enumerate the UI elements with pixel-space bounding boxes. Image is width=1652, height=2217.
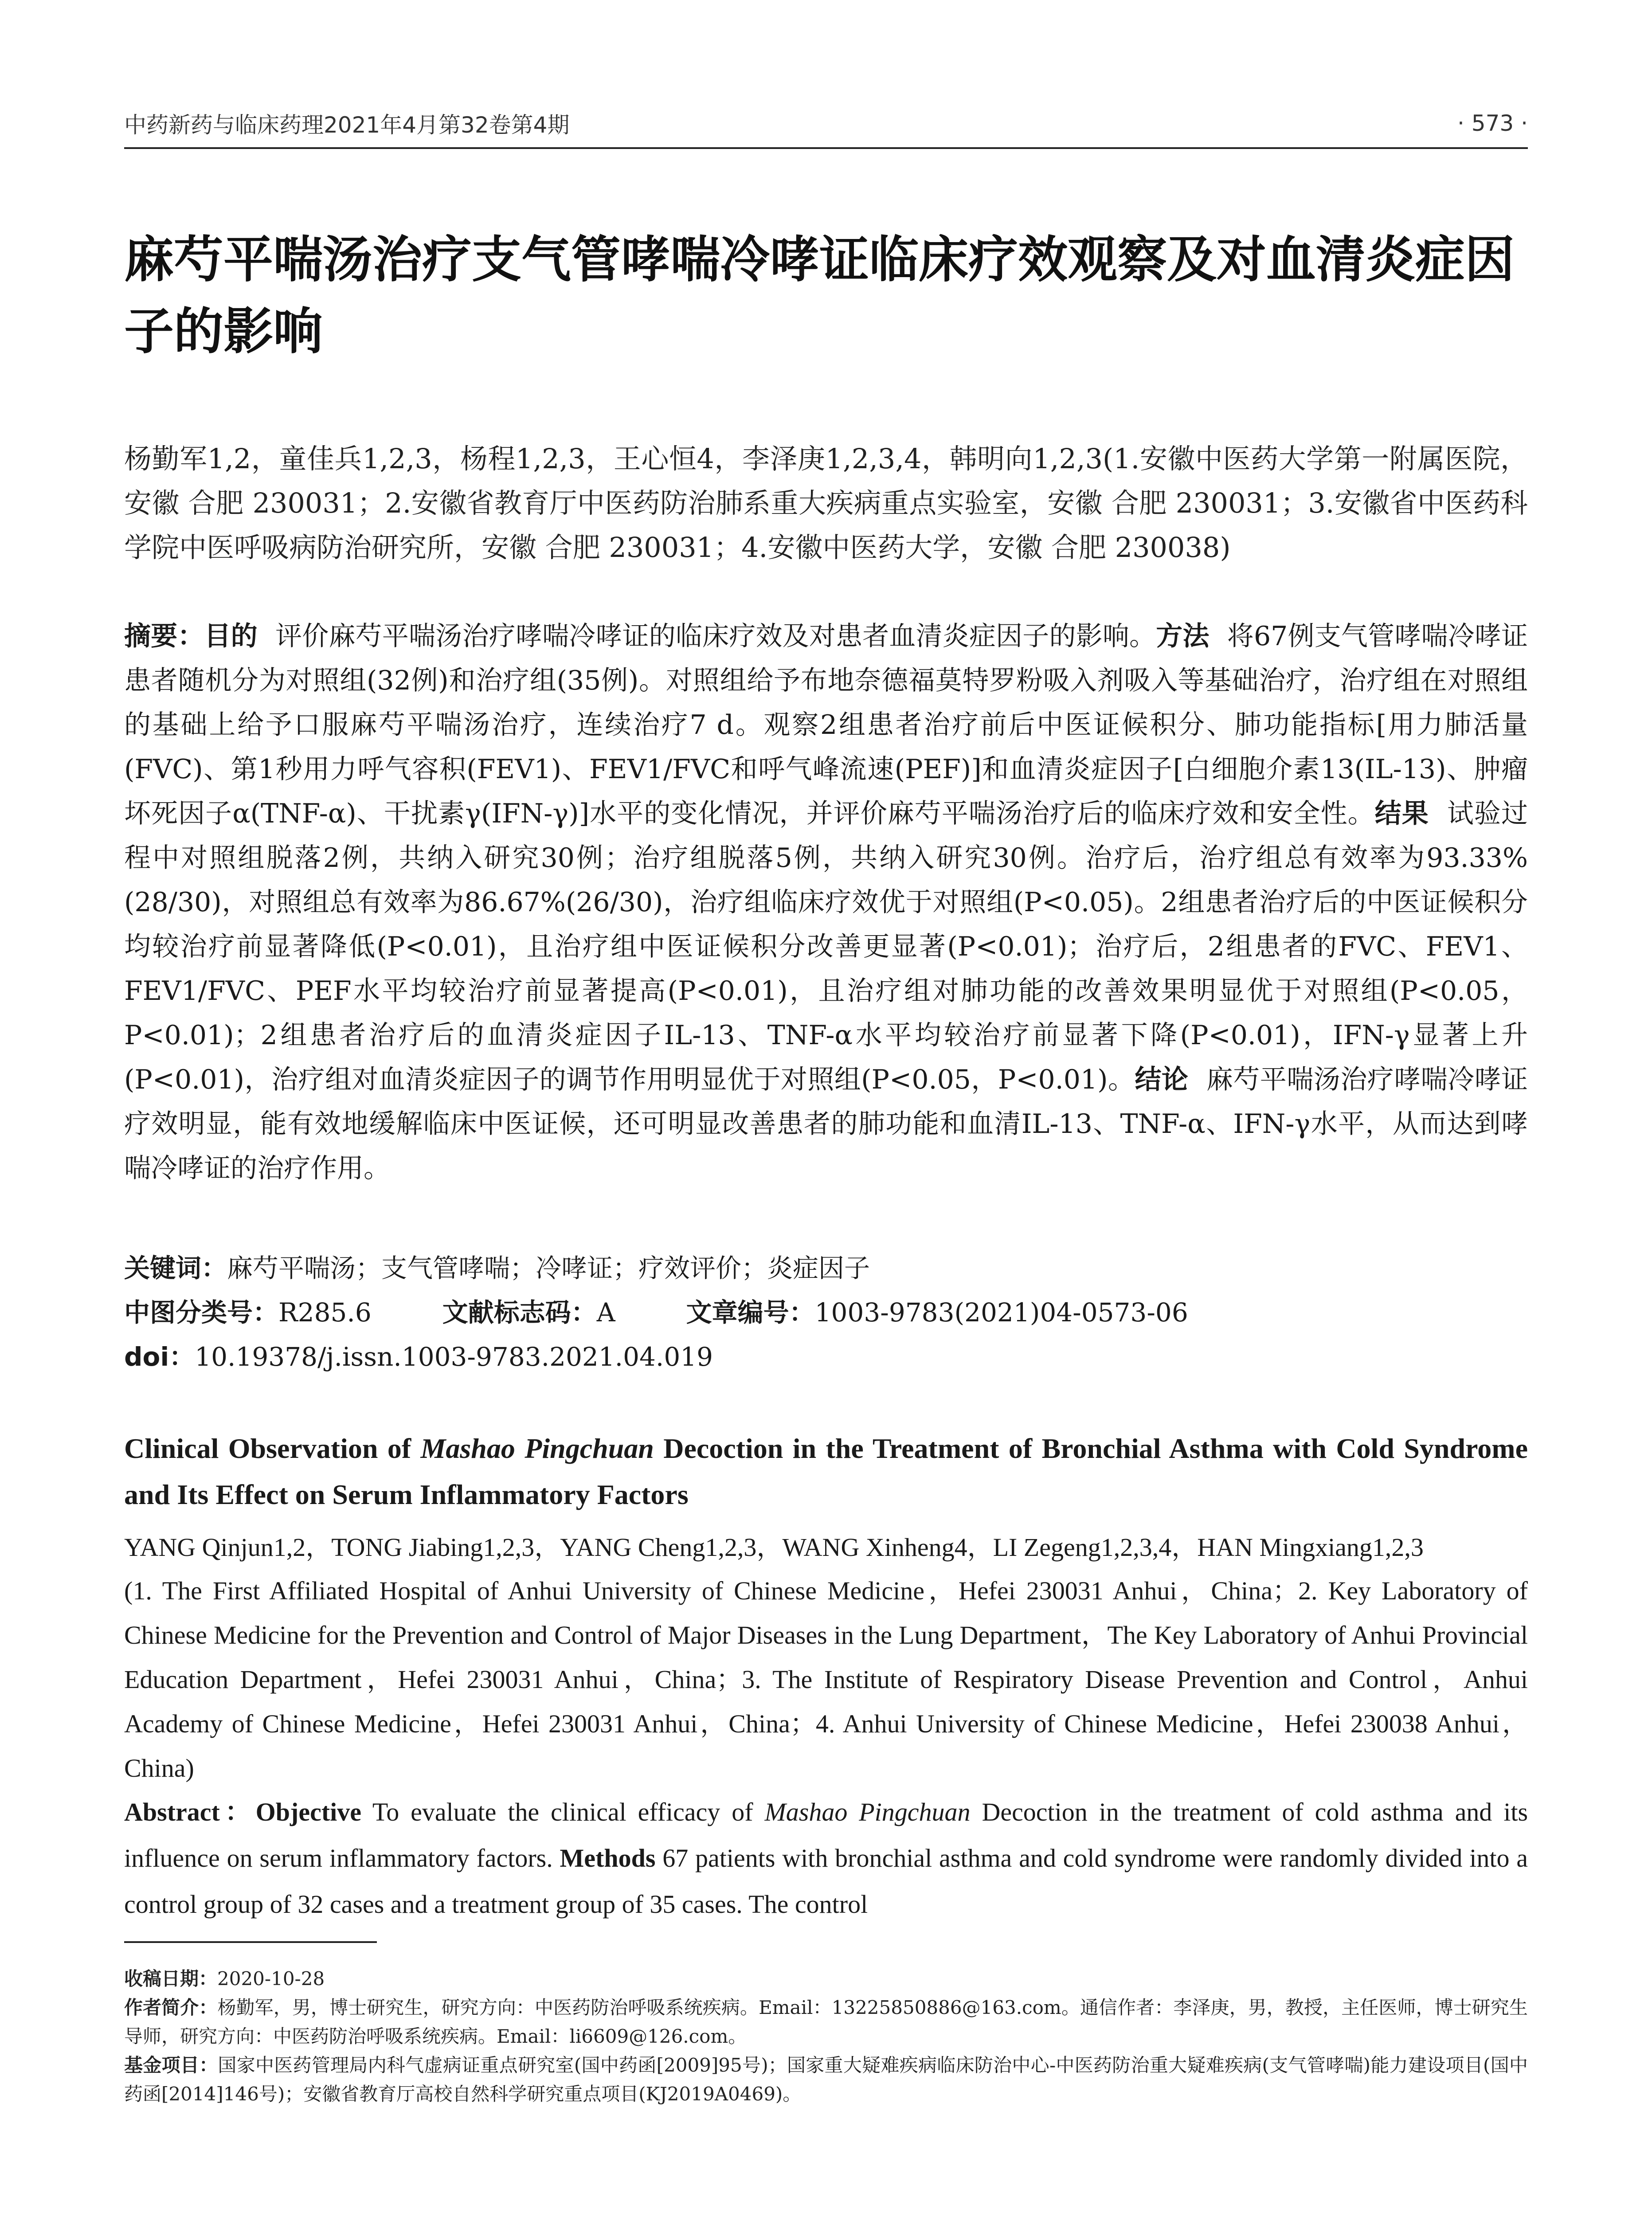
author-bio-text: 杨勤军，男，博士研究生，研究方向：中医药防治呼吸系统疾病。Email：13225850886@163.com。通信作者：李泽庚，男，教授，主任医师，博士研究生导师，研究方向：中医药防治呼吸系统疾病。Email：li6609@126.com。 — [124, 1997, 1528, 2047]
funding — [124, 2051, 1528, 2108]
author-bio — [124, 1993, 1528, 2051]
english-title-italic: Mashao Pingchuan — [420, 1433, 654, 1464]
doi-line — [124, 1335, 1528, 1379]
received-date — [124, 1964, 1528, 1993]
abstract-cn — [124, 614, 1528, 1191]
running-header — [124, 106, 1528, 141]
english-objective-label: Objective — [255, 1798, 361, 1826]
doc-code-label: 文献标志码： — [442, 1297, 597, 1328]
conclusion-label: 结论 — [1135, 1064, 1189, 1095]
footnote-rule — [124, 1941, 377, 1943]
doi-value: 10.19378/j.issn.1003-9783.2021.04.019 — [195, 1342, 713, 1372]
english-title-part2: Decoction in the Treatment of Bronchial Asthma with Cold Syndrome and Its Effect on Serum Inflammatory Factors — [124, 1433, 1528, 1510]
english-title-part1: Clinical Observation of — [124, 1433, 421, 1464]
abstract-label: 摘要： — [124, 621, 204, 652]
results-text: 试验过程中对照组脱落2例，共纳入研究30例；治疗组脱落5例，共纳入研究30例。治疗后，治疗组总有效率为93.33%(28/30)，对照组总有效率为86.67%(26/30)，治疗组临床疗效优于对照组(P<0.05)。2组患者治疗后的中医证候积分均较治疗前显著降低(P<0.01)，且治疗组中医证候积分改善更显著(P<0.01)；治疗后，2组患者的FVC、FEV1、FEV1/FVC、PEF水平均较治疗前显著提高(P<0.01)，且治疗组对肺功能的改善效果明显优于对照组(P<0.05，P<0.01)；2组患者治疗后的血清炎症因子IL-13、TNF-α水平均较治疗前显著下降(P<0.01)，IFN-γ显著上升(P<0.01)，治疗组对血清炎症因子的调节作用明显优于对照组(P<0.05，P<0.01)。 — [124, 798, 1528, 1095]
article-no-label: 文章编号： — [686, 1297, 815, 1328]
page-number: · 573 · — [1457, 110, 1528, 136]
keywords — [124, 1246, 1528, 1290]
funding-label: 基金项目： — [124, 2054, 218, 2076]
author-bio-label: 作者简介： — [124, 1997, 218, 2018]
english-objective-part2: Decoction in the treatment of cold asthma and its influence on serum inflammatory factors. — [124, 1798, 1528, 1872]
author-affiliations-cn: 杨勤军1,2，童佳兵1,2,3，杨程1,2,3，王心恒4，李泽庚1,2,3,4，韩明向1,2,3(1.安徽中医药大学第一附属医院，安徽 合肥 230031；2.安徽省教育厅中医药防治肺系重大疾病重点实验室，安徽 合肥 230031；3.安徽省中医药科学院中医呼吸病防治研究所，安徽 合肥 230031；4.安徽中医药大学，安徽 合肥 230038) — [124, 443, 1528, 564]
english-methods-label: Methods — [560, 1844, 656, 1872]
conclusion-text: 麻芍平喘汤治疗哮喘冷哮证疗效明显，能有效地缓解临床中医证候，还可明显改善患者的肺功能和血清IL-13、TNF-α、IFN-γ水平，从而达到哮喘冷哮证的治疗作用。 — [124, 1064, 1528, 1184]
english-abstract-label: Abstract： — [124, 1798, 256, 1826]
received-label: 收稿日期： — [124, 1968, 218, 1990]
classification-line — [124, 1290, 1528, 1335]
keywords-text: 麻芍平喘汤；支气管哮喘；冷哮证；疗效评价；炎症因子 — [227, 1253, 870, 1283]
doc-code-value: A — [596, 1297, 615, 1328]
clc-value: R285.6 — [278, 1297, 372, 1328]
english-methods-text: 67 patients with bronchial asthma and cold syndrome were randomly divided into a control group of 32 cases and a treatment group of 35 cases. The control — [124, 1844, 1528, 1919]
footnotes — [124, 1964, 1528, 2108]
objective-text: 评价麻芍平喘汤治疗哮喘冷哮证的临床疗效及对患者血清炎症因子的影响。 — [275, 621, 1156, 652]
article-title: 麻芍平喘汤治疗支气管哮喘冷哮证临床疗效观察及对血清炎症因子的影响 — [124, 231, 1515, 360]
journal-name: 中药新药与临床药理2021年4月第32卷第4期 — [124, 112, 570, 138]
english-objective-italic: Mashao Pingchuan — [764, 1798, 971, 1826]
english-authors: YANG Qinjun1,2，TONG Jiabing1,2,3，YANG Cheng1,2,3，WANG Xinheng4，LI Zegeng1,2,3,4，HAN Mingxiang1,2,3 — [124, 1533, 1424, 1562]
received-value: 2020-10-28 — [217, 1968, 325, 1990]
funding-text: 国家中医药管理局内科气虚病证重点研究室(国中药函[2009]95号)；国家重大疑难疾病临床防治中心-中医药防治重大疑难疾病(支气管哮喘)能力建设项目(国中药函[2014]146号)；安徽省教育厅高校自然科学研究重点项目(KJ2019A0469)。 — [124, 2054, 1528, 2105]
english-abstract — [124, 1789, 1528, 1927]
objective-label: 目的 — [204, 621, 258, 652]
clc-label: 中图分类号： — [124, 1297, 279, 1328]
header-rule — [124, 147, 1528, 149]
doi-label: doi： — [124, 1342, 195, 1372]
english-title — [124, 1426, 1528, 1518]
results-label: 结果 — [1374, 798, 1429, 829]
article-no-value: 1003-9783(2021)04-0573-06 — [814, 1297, 1188, 1328]
keywords-label: 关键词： — [124, 1253, 227, 1283]
methods-text: 将67例支气管哮喘冷哮证患者随机分为对照组(32例)和治疗组(35例)。对照组给予布地奈德福莫特罗粉吸入剂吸入等基础治疗，治疗组在对照组的基础上给予口服麻芍平喘汤治疗，连续治疗7 d。观察2组患者治疗前后中医证候积分、肺功能指标[用力肺活量(FVC)、第1秒用力呼气容积(FEV1)、FEV1/FVC和呼气峰流速(PEF)]和血清炎症因子[白细胞介素13(IL-13)、肿瘤坏死因子α(TNF-α)、干扰素γ(IFN-γ)]水平的变化情况，并评价麻芍平喘汤治疗后的临床疗效和安全性。 — [124, 621, 1528, 829]
methods-label: 方法 — [1156, 621, 1210, 652]
english-affiliations: (1. The First Affiliated Hospital of Anhui University of Chinese Medicine，Hefei 230031 Anhui，China；2. Key Laboratory of Chinese Medicine for the Prevention and Control of Major Diseases in the Lung Department，The Key Laboratory of Anhui Provincial Education Department，Hefei 230031 Anhui，China；3. The Institute of Respiratory Disease Prevention and Control，Anhui Academy of Chinese Medicine，Hefei 230031 Anhui，China；4. Anhui University of Chinese Medicine，Hefei 230038 Anhui，China) — [124, 1576, 1528, 1782]
english-objective-part1: To evaluate the clinical efficacy of — [372, 1798, 765, 1826]
